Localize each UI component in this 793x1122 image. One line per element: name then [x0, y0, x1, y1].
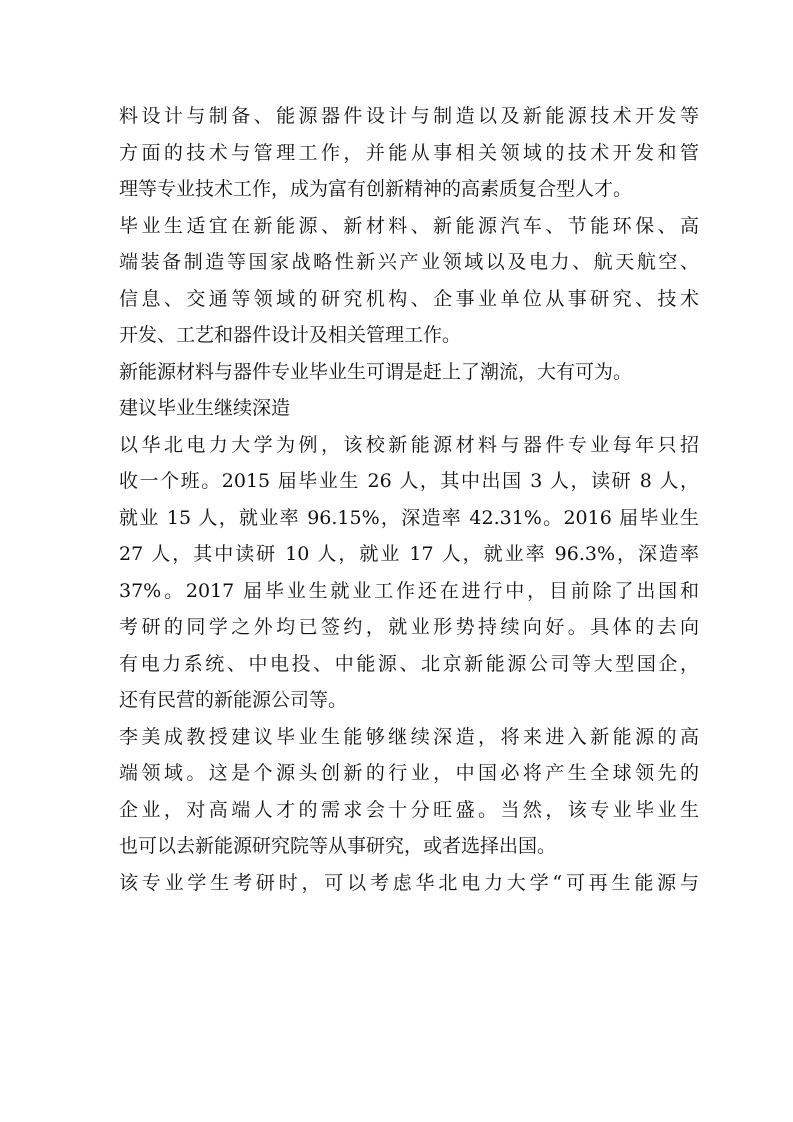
text-line	[119, 281, 699, 318]
text-line-content: 料设计与制备、能源器件设计与制造以及新能源技术开发等	[119, 105, 699, 127]
text-line-content: 建议毕业生继续深造	[119, 397, 291, 419]
text-line-content: 李美成教授建议毕业生能够继续深造，将来进入新能源的高	[119, 725, 699, 748]
text-line	[119, 682, 699, 719]
text-line-content: 方面的技术与管理工作，并能从事相关领域的技术开发和管	[119, 141, 699, 164]
text-line-content: 毕业生适宜在新能源、新材料、新能源汽车、节能环保、高	[119, 214, 699, 237]
text-line	[119, 865, 699, 902]
text-line-content: 还有民营的新能源公司等。	[119, 689, 348, 711]
text-line	[119, 792, 699, 829]
text-line-content: 端装备制造等国家战略性新兴产业领域以及电力、航天航空、	[119, 251, 699, 273]
text-line-content: 端领域。这是个源头创新的行业，中国必将产生全球领先的	[119, 762, 699, 784]
text-line	[119, 354, 699, 391]
text-line	[119, 828, 699, 865]
text-line-content: 理等专业技术工作，成为富有创新精神的高素质复合型人才。	[119, 178, 633, 200]
text-line-content: 有电力系统、中电投、中能源、北京新能源公司等大型国企，	[119, 652, 699, 675]
text-line	[119, 536, 699, 573]
text-line-content: 27 人，其中读研 10 人，就业 17 人，就业率 96.3%，深造率	[119, 543, 699, 565]
text-line	[119, 244, 699, 281]
text-line-content: 就业 15 人，就业率 96.15%，深造率 42.31%。2016 届毕业生	[119, 506, 699, 529]
text-line-content: 收一个班。2015 届毕业生 26 人，其中出国 3 人，读研 8 人，	[119, 470, 699, 492]
text-line	[119, 317, 699, 354]
text-line	[119, 646, 699, 683]
text-line	[119, 208, 699, 245]
text-line-content: 37%。2017 届毕业生就业工作还在进行中，目前除了出国和	[119, 579, 699, 602]
text-line	[119, 609, 699, 646]
text-line	[119, 463, 699, 500]
text-line-content: 以华北电力大学为例，该校新能源材料与器件专业每年只招	[119, 433, 699, 456]
document-body	[119, 98, 699, 901]
text-line	[119, 427, 699, 464]
text-line	[119, 755, 699, 792]
text-line-content: 开发、工艺和器件设计及相关管理工作。	[119, 324, 462, 346]
text-line	[119, 98, 699, 135]
text-line	[119, 135, 699, 172]
text-line-content: 该专业学生考研时，可以考虑华北电力大学“可再生能源与	[119, 871, 699, 894]
text-line	[119, 500, 699, 537]
text-line-content: 信息、交通等领域的研究机构、企事业单位从事研究、技术	[119, 287, 699, 310]
text-line	[119, 171, 699, 208]
text-line-content: 也可以去新能源研究院等从事研究，或者选择出国。	[119, 835, 557, 857]
text-line	[119, 573, 699, 610]
text-line-content: 考研的同学之外均已签约，就业形势持续向好。具体的去向	[119, 616, 699, 638]
text-line-content: 新能源材料与器件专业毕业生可谓是赶上了潮流，大有可为。	[119, 360, 633, 383]
text-line	[119, 390, 699, 427]
text-line	[119, 719, 699, 756]
text-line-content: 企业，对高端人才的需求会十分旺盛。当然，该专业毕业生	[119, 798, 699, 821]
